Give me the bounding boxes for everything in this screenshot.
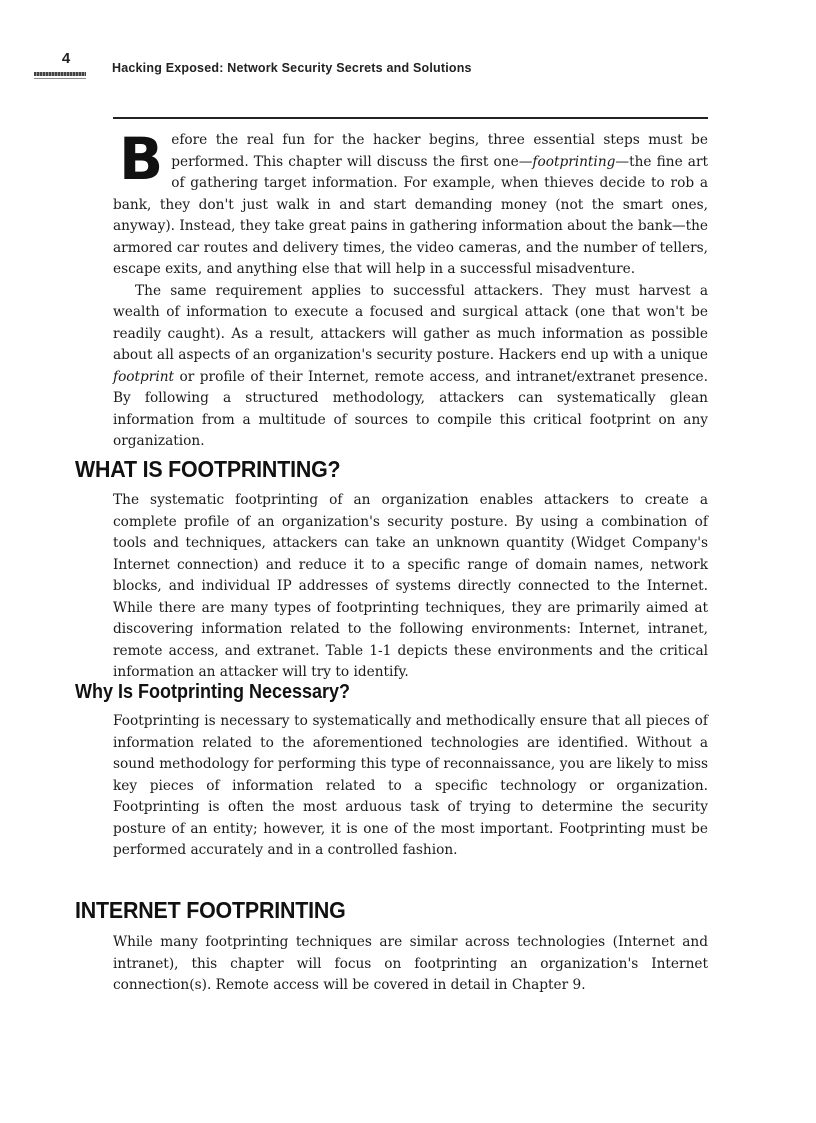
why-necessary-paragraph: Footprinting is necessary to systematically and methodically ensure that all pieces of information related to the aforementioned technologies are identified. Without a sound methodology for performing this type of reconnaissance, you are likely to miss key pieces of information related to a specific technology or organization. Footprinting is often the most arduous task of trying to determine the security posture of an entity; however, it is one of the most important. Footprinting must be performed accurately and in a controlled fashion. bbox=[113, 713, 708, 858]
intro-p1-em-footprinting: footprinting bbox=[532, 153, 616, 170]
page-number-underline bbox=[34, 78, 86, 79]
running-title: Hacking Exposed: Network Security Secrets and Solutions bbox=[112, 61, 472, 75]
intro-p2-start: The same requirement applies to successful attackers. They must harvest a wealth of information to execute a focused and surgical attack (one that won't be readily caught). As a result, attackers will gather as much information as possible about all aspects of an organization's security posture. Hackers end up with a unique bbox=[113, 282, 708, 363]
intro-p2-end: or profile of their Internet, remote access, and intranet/extranet presence. By following a structured methodology, attackers can systematically glean information from a multitude of sources to compile this critical footprint on any organization. bbox=[113, 368, 708, 449]
intro-p2-em-footprint: footprint bbox=[113, 368, 175, 385]
intro-text bbox=[113, 125, 708, 453]
drop-cap: B bbox=[119, 125, 164, 193]
what-is-footprinting-paragraph: The systematic footprinting of an organization enables attackers to create a complete profile of an organization's security posture. By using a combination of tools and techniques, attackers can take an unknown quantity (Widget Company's Internet connection) and reduce it to a specific range of domain names, network blocks, and individual IP addresses of systems directly connected to the Internet. While there are many types of footprinting techniques, they are primarily aimed at discovering information related to the following environments: Internet, intranet, remote access, and extranet. Table 1-1 depicts these environments and the critical information an attacker will try to identify. bbox=[113, 492, 708, 680]
intro-paragraph-1 bbox=[113, 125, 708, 281]
subsection-heading-why-necessary: Why Is Footprinting Necessary? bbox=[75, 681, 351, 703]
top-rule bbox=[113, 117, 708, 119]
intro-paragraph-2 bbox=[113, 281, 708, 453]
page-header bbox=[0, 0, 816, 110]
section-heading-what-is-footprinting: WHAT IS FOOTPRINTING? bbox=[75, 456, 341, 482]
section-internet-footprinting-body bbox=[113, 932, 708, 997]
intro-p1-end: —the fine art of gathering target information. For example, when thieves decide to rob a bank, they don't just walk in and start demanding money (not the smart ones, anyway). Instead, they take great pains in gathering information about the bank—the armored car routes and delivery times, the video cameras, and the number of tellers, escape exits, and anything else that will help in a successful misadventure. bbox=[113, 153, 708, 277]
intro-p1-start: efore the real fun for the hacker begins, three essential steps must be performed. This chapter will discuss the first one— bbox=[171, 132, 708, 170]
section-what-is-footprinting-body bbox=[113, 490, 708, 684]
section-heading-internet-footprinting: INTERNET FOOTPRINTING bbox=[75, 897, 346, 923]
page-number-rule bbox=[34, 72, 86, 76]
page-number: 4 bbox=[61, 50, 71, 67]
internet-footprinting-paragraph: While many footprinting techniques are similar across technologies (Internet and intranet), this chapter will focus on footprinting an organization's Internet connection(s). Remote access will be covered in detail in Chapter 9. bbox=[113, 934, 708, 993]
subsection-why-necessary-body bbox=[113, 711, 708, 862]
